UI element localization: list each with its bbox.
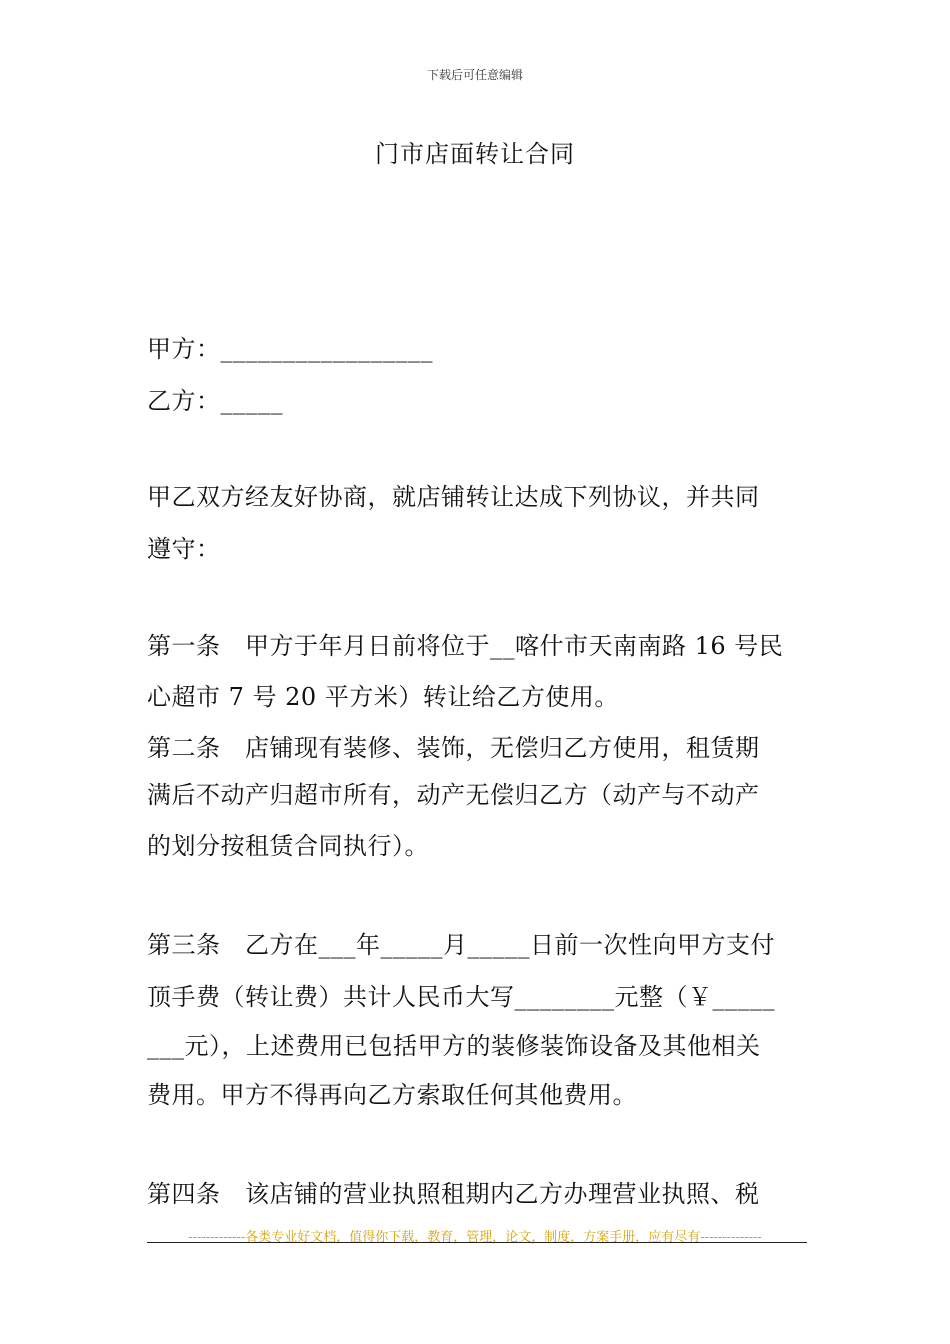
article-3-line-3: ___元），上述费用已包括甲方的装修装饰设备及其他相关 <box>147 1032 761 1060</box>
footer-banner: -------------各类专业好文档，值得你下载，教育，管理，论文，制度，方案手册，应有尽有-------------- <box>188 1230 762 1245</box>
article-3-line-1: 第三条 乙方在___年_____月_____日前一次性向甲方支付 <box>147 931 775 959</box>
document-title: 门市店面转让合同 <box>375 140 575 168</box>
article-4-line-1: 第四条 该店铺的营业执照租期内乙方办理营业执照、税 <box>147 1180 760 1208</box>
article-2-line-2: 满后不动产归超市所有，动产无偿归乙方（动产与不动产 <box>147 781 760 809</box>
intro-line-2: 遵守： <box>147 535 221 563</box>
article-1-line-2: 心超市 7 号 20 平方米）转让给乙方使用。 <box>147 683 619 711</box>
article-2-line-3: 的划分按租赁合同执行）。 <box>147 832 429 860</box>
intro-line-1: 甲乙双方经友好协商，就店铺转让达成下列协议，并共同 <box>147 483 760 511</box>
party-b-line: 乙方：_____ <box>147 387 283 415</box>
article-3-line-4: 费用。甲方不得再向乙方索取任何其他费用。 <box>147 1081 637 1109</box>
article-3-line-2: 顶手费（转让费）共计人民币大写________元整（￥_____ <box>147 983 775 1011</box>
party-a-line: 甲方：_________________ <box>147 335 433 363</box>
header-note: 下载后可任意编辑 <box>426 68 523 82</box>
article-1-line-1: 第一条 甲方于年月日前将位于__喀什市天南南路 16 号民 <box>147 632 784 660</box>
article-2-line-1: 第二条 店铺现有装修、装饰，无偿归乙方使用，租赁期 <box>147 734 760 762</box>
footer-divider <box>147 1242 807 1243</box>
